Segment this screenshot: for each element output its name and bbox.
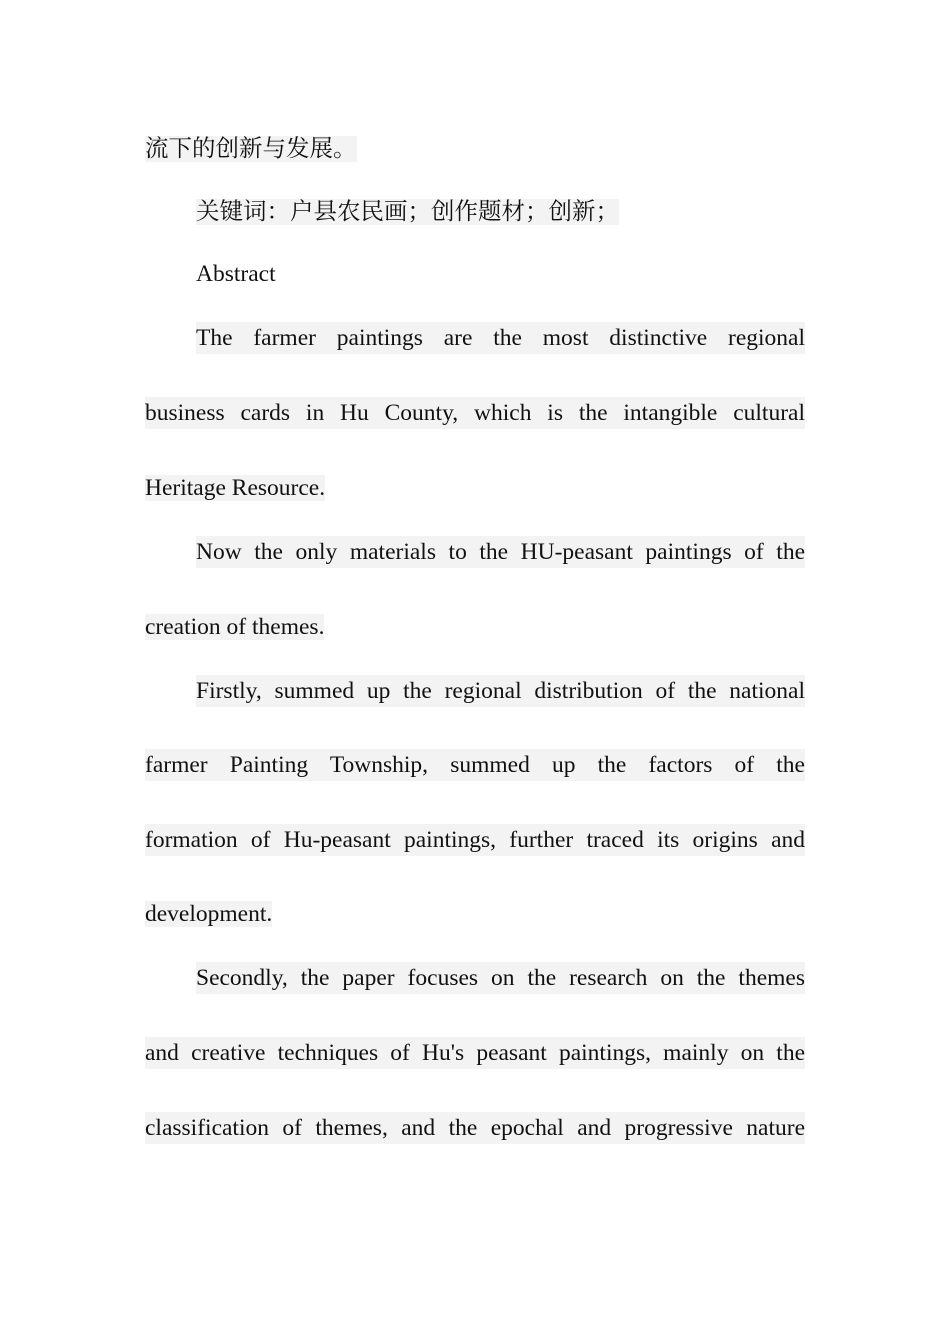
paragraph-1-line-2: business cards in Hu County, which is the intangible cultural [145,397,805,429]
paragraph-1-line-3-text: Heritage Resource. [145,475,326,501]
paragraph-2-line-2 [145,611,324,643]
paragraph-4-line-2: and creative techniques of Hu's peasant paintings, mainly on the [145,1037,805,1069]
paragraph-1-line-1: The farmer paintings are the most distinctive regional [196,322,805,354]
abstract-heading-text: Abstract [196,261,276,287]
paragraph-2-line-2-text: creation of themes. [145,614,325,640]
paragraph-4-line-1: Secondly, the paper focuses on the research on the themes [196,962,805,994]
chinese-closing-line [145,133,357,165]
paragraph-3-line-3: formation of Hu-peasant paintings, further traced its origins and [145,824,805,856]
paragraph-3-line-2: farmer Painting Township, summed up the factors of the [145,749,805,781]
paragraph-2-line-1: Now the only materials to the HU-peasant paintings of the [196,536,805,568]
chinese-closing-text: 流下的创新与发展。 [145,136,357,162]
paragraph-3-line-1: Firstly, summed up the regional distribution of the national [196,675,805,707]
keywords-text: 关键词：户县农民画；创作题材；创新； [196,199,619,225]
paragraph-1-line-3 [145,472,325,504]
paragraph-3-line-4 [145,898,272,930]
abstract-heading [196,258,276,290]
paragraph-4-line-3: classification of themes, and the epochal and progressive nature [145,1112,805,1144]
keywords-line [196,196,619,228]
paragraph-3-line-4-text: development. [145,901,273,927]
